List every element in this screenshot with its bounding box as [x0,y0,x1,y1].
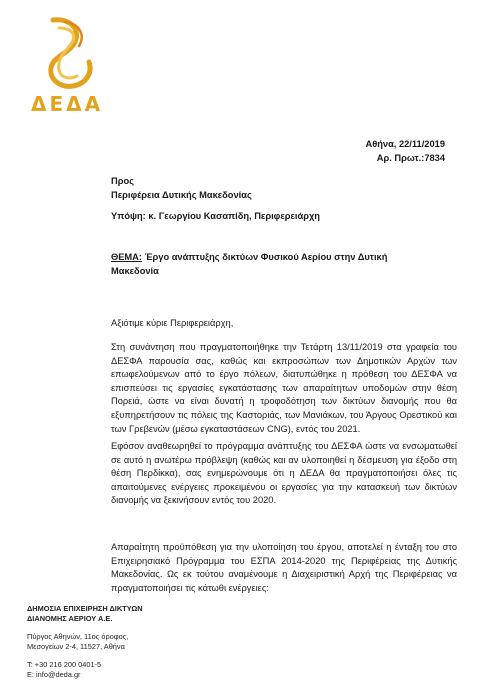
letter-date: Αθήνα, 22/11/2019 [365,139,445,149]
deda-logo-mark-icon [35,14,105,92]
attention-line: Υπόψη: κ. Γεωργίου Κασαπίδη, Περιφερειάρχη [111,211,320,221]
company-footer [27,604,143,680]
subject-line [111,250,431,278]
body-paragraph: Στη συνάντηση που πραγματοποιήθηκε την Τετάρτη 13/11/2019 στα γραφεία του ΔΕΣΦΑ παρουσία σας, καθώς και εκπροσώπων των Δημοτικών Αρχών των επωφελούμενων από το έργο πόλεων, διατυπώθηκε η πρόθεση του ΔΕΣΦΑ να επισπεύσει τις εργασίες εγκατάστασης των απαραίτητων υποδομών στην θέση Πορειά, ώστε να είναι δυνατή η τροφοδότηση των δικτύων διανομής που θα εξυπηρετήσουν τις πόλεις της Καστοριάς, των Μανιάκων, του Άργους Ορεστικού και των Γρεβενών (μέσω εγκαταστάσεων CNG), εντός του 2021. [111,342,457,434]
deda-logo-text: ΔΕΔΑ [31,92,104,116]
body-paragraph: Απαραίτητη προϋπόθεση για την υλοποίηση του έργου, αποτελεί η ένταξη του στο Επιχειρησιακό Πρόγραμμα του ΕΣΠΑ 2014-2020 της Περιφέρειας της Δυτικής Μακεδονίας. Ως εκ τούτου αναμένουμε η Διαχειριστική Αρχή της Περιφέρειας να πραγματοποιήσει τις κάτωθι ενέργειες: [111,542,457,593]
recipient-name: Περιφέρεια Δυτικής Μακεδονίας [111,190,252,200]
letter-meta [366,137,446,165]
address-line2: Μεσογείων 2-4, 11527, Αθήνα [27,642,125,652]
body-paragraph: Εφόσον αναθεωρηθεί το πρόγραμμα ανάπτυξης του ΔΕΣΦΑ ώστε να ενσωματωθεί σε αυτό η ανωτέρω πρόβλεψη (καθώς και αν υλοποιηθεί η δέσμευση για έξοδο στη θέση Περδίκκα), σας ενημερώνουμε ότι η ΔΕΔΑ θα πραγματοποιήσει όλες τις απαιτούμενες ενέργειες προκειμένου οι εργασίες για την κατασκευή των δικτύων διανομής να ξεκινήσουν εντός του 2020. [111,441,457,506]
email-address[interactable]: E: info@deda.gr [27,670,81,680]
subject-label: ΘΕΜΑ: [111,252,142,262]
address-line1: Πύργος Αθηνών, 11ος όροφος, [27,631,129,641]
deda-logo [31,14,104,116]
company-name-line2: ΔΙΑΝΟΜΗΣ ΑΕΡΙΟΥ Α.Ε. [27,614,113,624]
subject-text: Έργο ανάπτυξης δικτύων Φυσικού Αερίου στην Δυτική Μακεδονία [111,252,388,276]
phone-number: T: +30 216 200 0401-5 [27,659,102,669]
recipient-prefix: Προς [111,176,134,186]
reference-number: Αρ. Πρωτ.:7834 [376,153,445,163]
recipient-block [111,174,252,202]
company-name-line1: ΔΗΜΟΣΙΑ ΕΠΙΧΕΙΡΗΣΗ ΔΙΚΤΥΩΝ [27,604,143,613]
salutation: Αξιότιμε κύριε Περιφερειάρχη, [111,318,234,328]
